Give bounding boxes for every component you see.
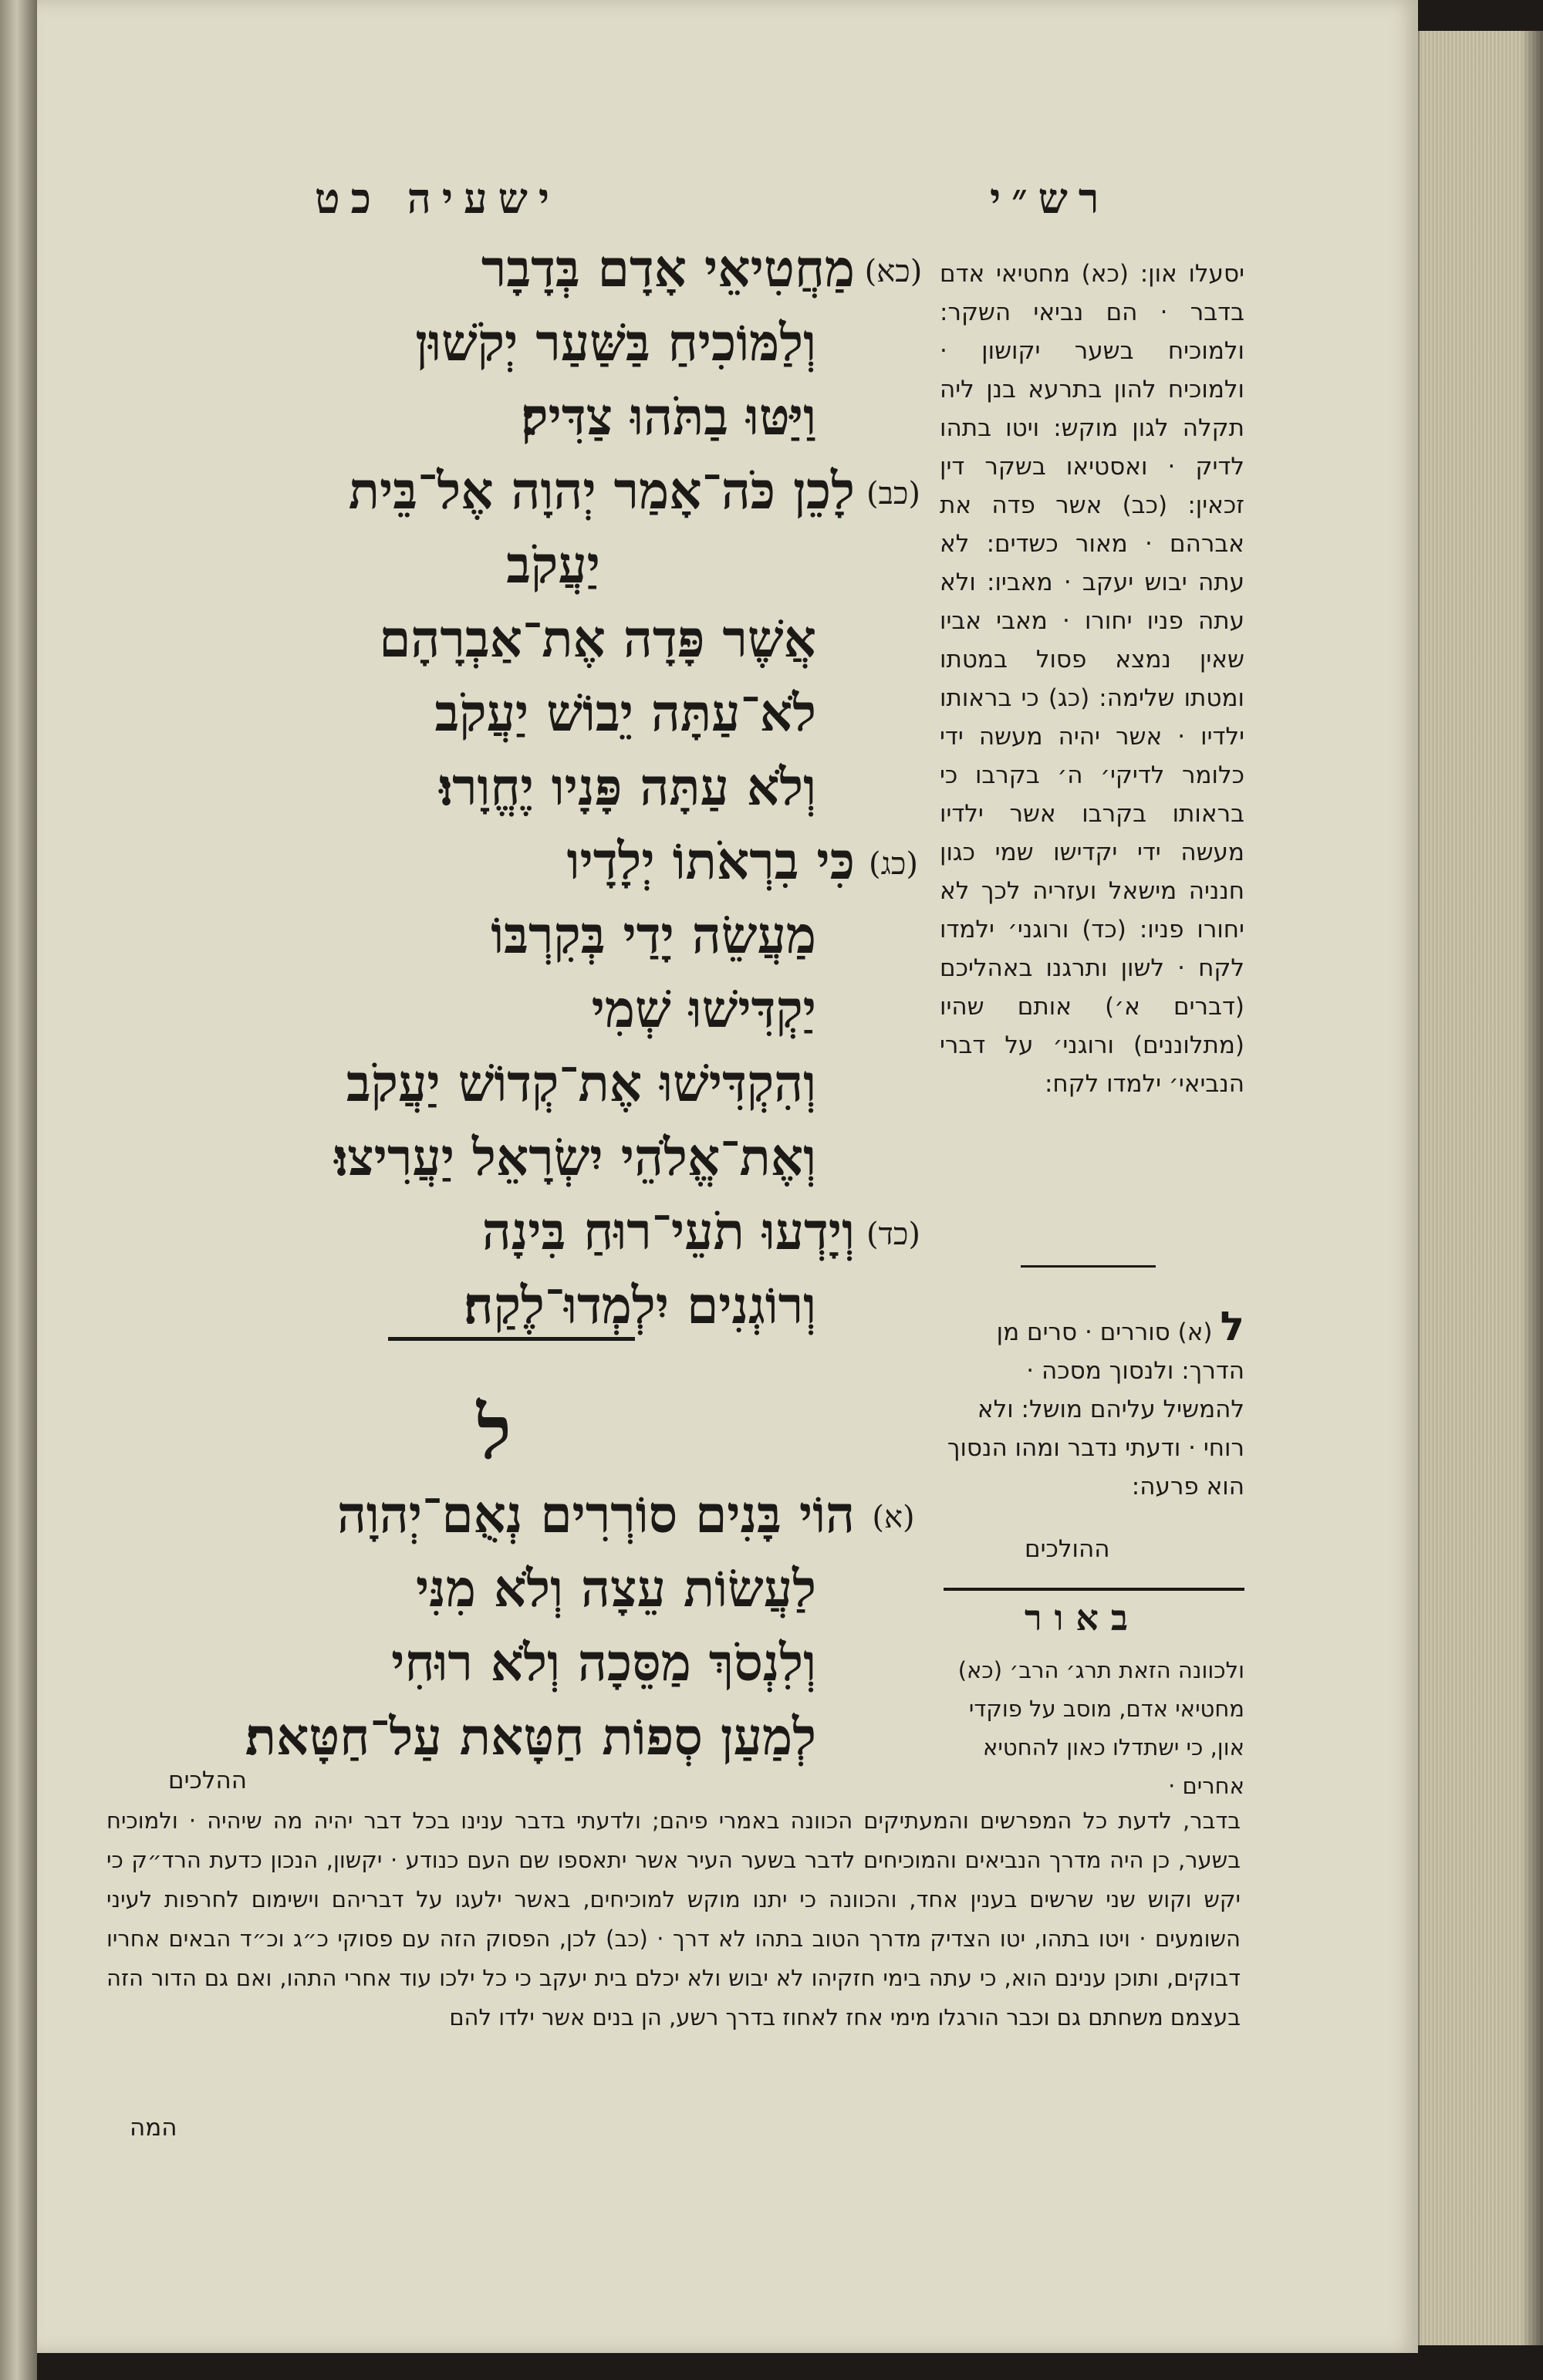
beur-intro-text: ולכוונה הזאת תרג׳ הרב׳ (כא) מחטיאי אדם, מוסב על פוקדי און, כי ישתדלו כאון להחטיא אחרים ·: [957, 1657, 1244, 1799]
verse-column-ch29: [83, 231, 924, 1342]
verse-text: לְמַעַן סְפוֹת חַטָּאת עַל־חַטָּאת׃: [245, 1707, 816, 1767]
verse-text: יַקְדִּישׁוּ שְׁמִי: [591, 979, 816, 1039]
rashi-commentary-ch29: יסעלו און: (כא) מחטיאי אדם בדבר · הם נביאי השקר: ולמוכיח בשער יקושון · ולמוכיח להון בתרעא בנן ליה תקלה לגון מוקש: ויטו בתהו לדיק · ואסטיאו בשקר דין זכאין: (כב) אשר פדה את אברהם · מאור כשדים: לא עתה יבוש יעקב · מאביו: ולא עתה פניו יחורו · מאבי אביו שאין נמצא פסול במטתו ומטתו שלימה: (כג) כי בראותו ילדיו · אשר יהיה מעשה ידי כלומר לדיקי׳ ה׳ בקרבו כי בראותו בקרבו אשר ילדיו מעשה ידי יקדישו שמי כגון חנניה מישאל ועזריה לכך לא יחורו פניו: (כד) ורוגני׳ ילמדו לקח · לשון ותרגנו באהליכם (דברים א׳) אותם שהיו (מתלוננים) ורוגני׳ על דברי הנביאי׳ ילמדו לקח:: [940, 260, 1244, 1098]
chapter-number: ל: [477, 1389, 512, 1476]
verse-text: וְלַמּוֹכִיחַ בַּשַּׁעַר יְקֹשׁוּן: [415, 312, 816, 373]
verse-text: וְלִנְסֹךְ מַסֵּכָה וְלֹא רוּחִי: [391, 1632, 816, 1693]
page-catchword: המה: [130, 2114, 177, 2142]
verse-line: [83, 1120, 924, 1194]
verse-line: [83, 602, 924, 676]
verse-line: [83, 1194, 924, 1268]
verse-text: וְהִקְדִּישׁוּ אֶת־קְדוֹשׁ יַעֲקֹב: [346, 1053, 816, 1113]
beur-divider-rule: [944, 1588, 1244, 1591]
verse-text: מַעֲשֵׂה יָדַי בְּקִרְבּוֹ: [491, 905, 816, 965]
verse-text: מַחֲטִיאֵי אָדָם בְּדָבָר: [481, 238, 855, 299]
verse-line: [83, 676, 924, 750]
book-spine-edge: [0, 0, 37, 2380]
verse-number: (כב): [866, 476, 921, 511]
verse-text: וְיָדְעוּ תֹעֵי־רוּחַ בִּינָה: [481, 1201, 855, 1261]
verse-text: לָכֵן כֹּה־אָמַר יְהוָה אֶל־בֵּית: [348, 461, 855, 521]
verse-text: וְאֶת־אֱלֹהֵי יִשְׂרָאֵל יַעֲרִיצוּ׃: [334, 1127, 816, 1187]
verse-text: לַעֲשׂוֹת עֵצָה וְלֹא מִנִּי: [416, 1558, 816, 1619]
book-fore-edge: [1418, 31, 1543, 2345]
verse-number: (כד): [866, 1217, 920, 1252]
verse-line: [83, 824, 924, 898]
beur-commentary-block: בדבר, לדעת כל המפרשים והמעתיקים הכוונה באמרי פיהם; ולדעתי בדבר ענינו בכל דבר יהיה מה שיהיה · ולמוכיח בשער, כן היה מדרך הנביאים והמוכיחים לדבר בשער העיר אשר יתאספו שם העם כנודע · יקשון, הנכון כדעת הרד״ק כי יקש וקוש שני שרשים בענין אחד, והכוונה כי יתנו מוקש למוכיחים, באשר ילעגו על דבריהם וישימום לחרפות לעיני השומעים · ויטו בתהו, יטו הצדיק מדרך הטוב בתהו לא דרך · (כב) לכן, הפסוק הזה עם פסוקי כ״ג וכ״ד הבאים אחריו דבוקים, ותוכן ענינם הוא, כי עתה בימי חזקיהו לא יבוש ולא יכלם בית יעקב כי כל ילכו עוד אחרי התהו, ואם גם הדור הזה בעצמם משחתם גם וכבר הורגלו מימי אחז לאחוז בדרך רשע, הן בנים אשר ילדו להם: [106, 1808, 1241, 2031]
verse-line: [83, 1700, 924, 1774]
verse-number: (כג): [869, 846, 918, 882]
verse-line: [83, 972, 924, 1046]
verse-text: וְרוֹגְנִים יִלְמְדוּ־לֶקַח׃: [463, 1275, 816, 1335]
verse-line: [83, 528, 924, 602]
chapter-divider-rule: [388, 1337, 635, 1341]
running-head-commentary: רש״י: [990, 174, 1110, 223]
verse-line: [83, 231, 924, 306]
beur-heading: באור: [1025, 1597, 1141, 1639]
main-text-catchword: ההלכים: [168, 1767, 248, 1794]
rashi-chapter-initial: ל: [1220, 1304, 1244, 1350]
verse-column-ch30: [83, 1477, 924, 1774]
verse-text: הוֹי בָּנִים סוֹרְרִים נְאֻם־יְהוָה: [336, 1484, 855, 1544]
verse-text: יַעֲקֹב: [506, 535, 600, 595]
verse-line: [83, 454, 924, 528]
verse-line: [83, 1477, 924, 1551]
verse-text: כִּי בִרְאֹתוֹ יְלָדָיו: [566, 831, 855, 891]
verse-number: (א): [872, 1500, 915, 1535]
verse-line: [83, 1551, 924, 1625]
verse-line: [83, 1625, 924, 1700]
verse-line: [83, 1046, 924, 1120]
verse-line: [83, 380, 924, 454]
rashi-ch30-text: (א) סוררים · סרים מן הדרך: ולנסוך מסכה · להמשיל עליהם מושל: ולא רוחי · ודעתי נדבר ומהו הנסוך הוא פרעה:: [947, 1318, 1244, 1501]
verse-number: (כא): [864, 254, 923, 289]
verse-line: [83, 898, 924, 972]
verse-line: [83, 1268, 924, 1342]
rashi-commentary-ch30: [940, 1304, 1244, 1506]
book-page: [37, 0, 1418, 2353]
verse-line: [83, 306, 924, 380]
verse-text: וַיַּטּוּ בַתֹּהוּ צַדִּיק׃: [521, 387, 816, 447]
verse-text: אֲשֶׁר פָּדָה אֶת־אַבְרָהָם: [379, 609, 816, 669]
rashi-catchword: ההולכים: [1025, 1535, 1110, 1563]
running-head-main: ישעיה כט: [315, 174, 560, 223]
commentary-divider-rule: [1021, 1265, 1156, 1268]
verse-line: [83, 750, 924, 824]
verse-text: לֹא־עַתָּה יֵבוֹשׁ יַעֲקֹב: [434, 683, 816, 743]
verse-text: וְלֹא עַתָּה פָּנָיו יֶחֱוָרוּ׃: [439, 757, 816, 817]
